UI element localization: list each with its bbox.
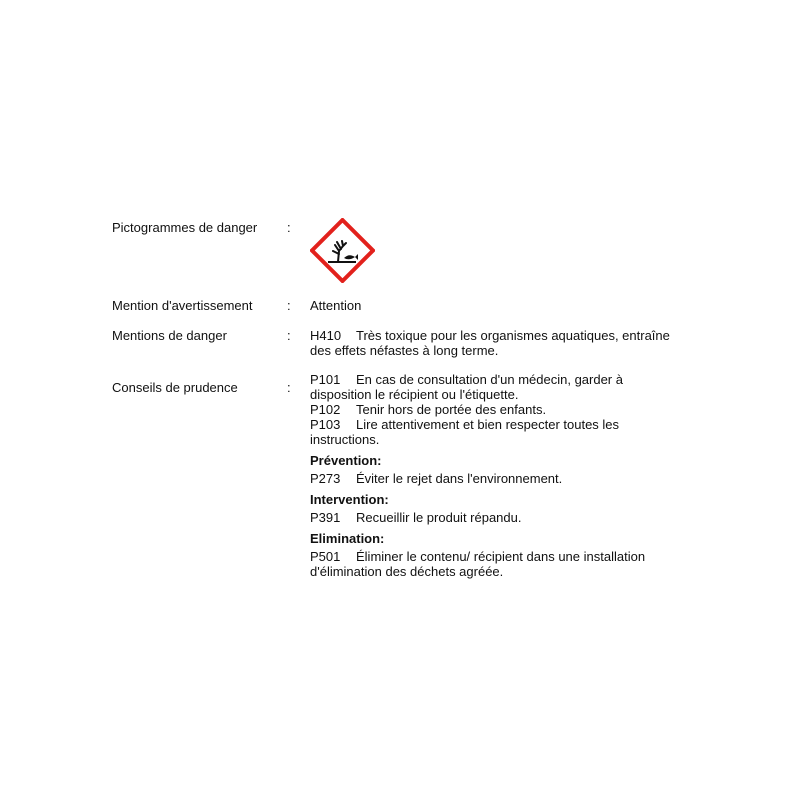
hazard-code: H410: [310, 328, 342, 343]
environment-hazard-icon: [310, 218, 375, 283]
p501-text-continued: d'élimination des déchets agréée.: [310, 564, 504, 579]
p391-line: [310, 510, 690, 525]
p101-text: En cas de consultation d'un médecin, garder à: [356, 372, 623, 387]
elimination-heading: Elimination:: [310, 531, 385, 546]
p501-line: [310, 549, 690, 564]
pictograms-colon: :: [287, 220, 291, 235]
prevention-heading: Prévention:: [310, 453, 382, 468]
p102-line: [310, 402, 690, 417]
hazard-label: Mentions de danger: [112, 328, 227, 343]
precaution-label: Conseils de prudence: [112, 380, 238, 395]
p103-line: [310, 417, 690, 432]
precaution-colon: :: [287, 380, 291, 395]
intervention-heading: Intervention:: [310, 492, 389, 507]
p501-text: Éliminer le contenu/ récipient dans une installation: [356, 549, 646, 564]
precaution-statements: [310, 372, 690, 579]
hazard-h410-line: [310, 328, 690, 343]
p102-text: Tenir hors de portée des enfants.: [356, 402, 547, 417]
pictograms-label: Pictogrammes de danger: [112, 220, 258, 235]
hazard-statements: [310, 328, 690, 358]
hazard-text-continued: des effets néfastes à long terme.: [310, 343, 499, 358]
hazard-colon: :: [287, 328, 291, 343]
p501-code: P501: [310, 549, 341, 564]
p273-line: [310, 471, 690, 486]
signal-word-label: Mention d'avertissement: [112, 298, 253, 313]
p101-code: P101: [310, 372, 341, 387]
p391-code: P391: [310, 510, 341, 525]
p102-code: P102: [310, 402, 341, 417]
signal-word-colon: :: [287, 298, 291, 313]
p273-text: Éviter le rejet dans l'environnement.: [356, 471, 563, 486]
p391-text: Recueillir le produit répandu.: [356, 510, 522, 525]
p101-text-continued: disposition le récipient ou l'étiquette.: [310, 387, 519, 402]
p273-code: P273: [310, 471, 341, 486]
p101-line: [310, 372, 690, 387]
signal-word-value: Attention: [310, 298, 362, 313]
p103-text-continued: instructions.: [310, 432, 380, 447]
hazard-text: Très toxique pour les organismes aquatiques, entraîne: [356, 328, 670, 343]
p103-code: P103: [310, 417, 341, 432]
p103-text: Lire attentivement et bien respecter toutes les: [356, 417, 620, 432]
